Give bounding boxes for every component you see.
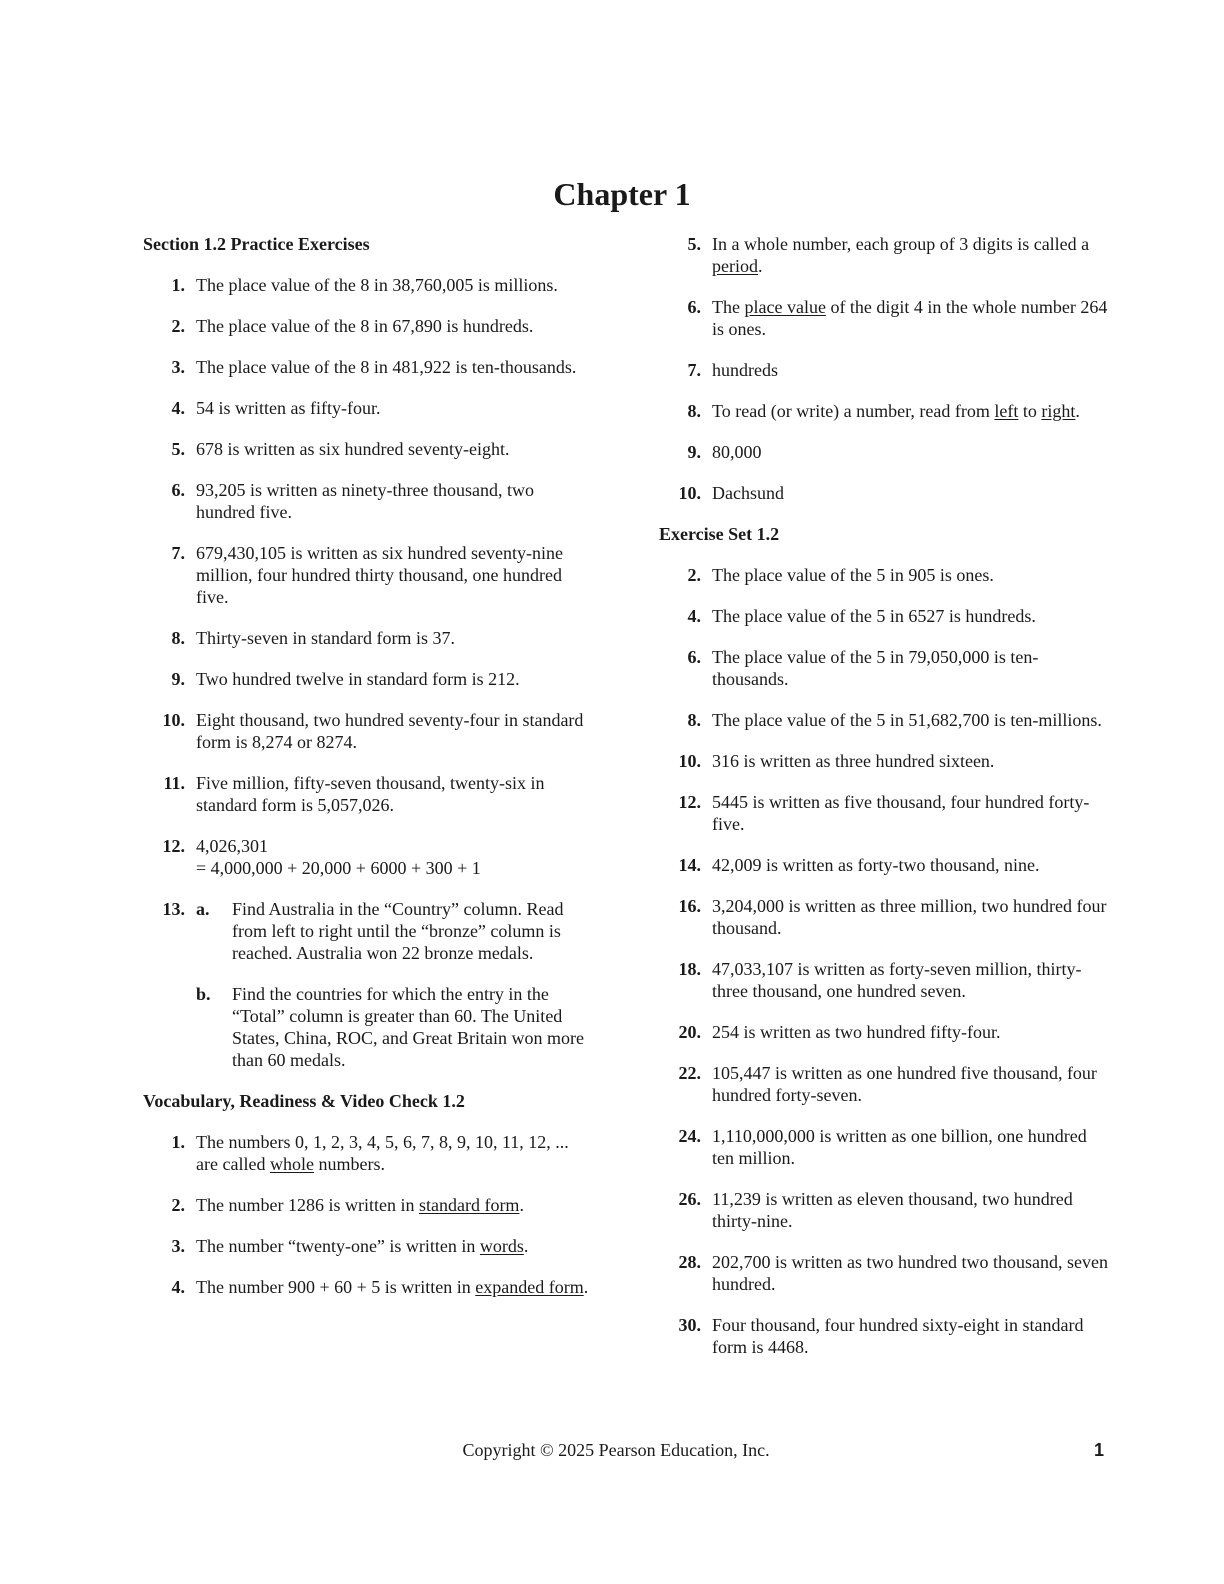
- answer-underlined: left: [994, 401, 1019, 421]
- exercise-item-18: [659, 958, 1109, 1002]
- practice-item-2: [143, 315, 593, 337]
- item-number: 2.: [687, 565, 701, 585]
- item-number: 3.: [171, 357, 185, 377]
- exercise-item-16: [659, 895, 1109, 939]
- practice-item-10: [143, 709, 593, 753]
- item-text: [712, 400, 1109, 422]
- item-text: [196, 835, 593, 879]
- vocab-item-1: [143, 1131, 593, 1175]
- item-text: Dachsund: [712, 483, 784, 503]
- page-number: 1: [1094, 1440, 1105, 1460]
- vocab-item-3: [143, 1235, 593, 1257]
- item-number: 11.: [163, 773, 185, 793]
- item-number: 10.: [162, 710, 185, 730]
- practice-item-11: [143, 772, 593, 816]
- item-number: 12.: [162, 836, 185, 856]
- item-number: 6.: [171, 480, 185, 500]
- answer-underlined: place value: [744, 297, 826, 317]
- text-part: .: [523, 1236, 529, 1256]
- practice-item-7: [143, 542, 593, 608]
- item-text: 679,430,105 is written as six hundred seventy-nine million, four hundred thirty thousand, one hundred five.: [196, 543, 563, 607]
- item-number: 4.: [171, 1277, 185, 1297]
- item-number: 10.: [678, 483, 701, 503]
- text-part: The number 1286 is written in: [196, 1195, 419, 1215]
- vocab-item-4: [143, 1276, 593, 1298]
- exercise-item-6: [659, 646, 1109, 690]
- subpart-text: Find Australia in the “Country” column. Read from left to right until the “bronze” column is reached. Australia won 22 bronze medals.: [232, 899, 564, 963]
- item-text: 254 is written as two hundred fifty-four.: [712, 1022, 1001, 1042]
- subpart-a: [196, 898, 593, 964]
- item-text: 202,700 is written as two hundred two thousand, seven hundred.: [712, 1252, 1108, 1294]
- section-heading-vocab: Vocabulary, Readiness & Video Check 1.2: [143, 1091, 465, 1111]
- item-number: 3.: [171, 1236, 185, 1256]
- answer-underlined: words: [479, 1236, 524, 1256]
- item-text: 54 is written as fifty-four.: [196, 398, 381, 418]
- practice-item-6: [143, 479, 593, 523]
- vocab-item-10: [659, 482, 1109, 504]
- exercise-item-30: [659, 1314, 1109, 1358]
- item-number: 5.: [687, 234, 701, 254]
- text-part: of the digit 4 in the whole number 264 is ones.: [712, 297, 1108, 339]
- vocab-item-6: [659, 296, 1109, 340]
- item-number: 12.: [678, 792, 701, 812]
- practice-item-13: [143, 898, 593, 1071]
- item-text: Eight thousand, two hundred seventy-four in standard form is 8,274 or 8274.: [196, 710, 584, 752]
- item-number: 22.: [678, 1063, 701, 1083]
- item-text: The place value of the 5 in 6527 is hundreds.: [712, 606, 1036, 626]
- exercise-item-2: [659, 564, 1109, 586]
- item-text: 316 is written as three hundred sixteen.: [712, 751, 995, 771]
- item-number: 5.: [171, 439, 185, 459]
- item-text: [712, 233, 1109, 277]
- expanded-line-2: = 4,000,000 + 20,000 + 6000 + 300 + 1: [196, 858, 481, 878]
- text-part: .: [583, 1277, 589, 1297]
- item-number: 28.: [678, 1252, 701, 1272]
- exercise-item-12: [659, 791, 1109, 835]
- item-number: 7.: [171, 543, 185, 563]
- exercise-item-8: [659, 709, 1109, 731]
- item-number: 4.: [687, 606, 701, 626]
- exercise-item-4: [659, 605, 1109, 627]
- item-text: The place value of the 5 in 79,050,000 is ten-thousands.: [712, 647, 1039, 689]
- answer-underlined: right: [1041, 401, 1076, 421]
- practice-item-8: [143, 627, 593, 649]
- item-text: [196, 1235, 593, 1257]
- vocab-item-9: [659, 441, 1109, 463]
- vocab-item-8: [659, 400, 1109, 422]
- expanded-line-1: 4,026,301: [196, 836, 268, 856]
- item-number: 7.: [687, 360, 701, 380]
- item-number: 9.: [687, 442, 701, 462]
- exercise-item-24: [659, 1125, 1109, 1169]
- item-number: 8.: [171, 628, 185, 648]
- item-number: 10.: [678, 751, 701, 771]
- item-number: 30.: [678, 1315, 701, 1335]
- item-number: 6.: [687, 297, 701, 317]
- item-number: 13.: [162, 899, 185, 919]
- page-title: Chapter 1: [553, 176, 691, 212]
- item-number: 6.: [687, 647, 701, 667]
- item-text: Five million, fifty-seven thousand, twenty-six in standard form is 5,057,026.: [196, 773, 545, 815]
- item-text: [196, 1276, 593, 1298]
- item-text: [196, 1194, 593, 1216]
- item-number: 26.: [678, 1189, 701, 1209]
- item-number: 1.: [171, 275, 185, 295]
- item-number: 20.: [678, 1022, 701, 1042]
- vocab-item-5: [659, 233, 1109, 277]
- item-text: The place value of the 5 in 51,682,700 is ten-millions.: [712, 710, 1102, 730]
- exercise-item-10: [659, 750, 1109, 772]
- text-part: The number 900 + 60 + 5 is written in: [196, 1277, 476, 1297]
- text-part: .: [1075, 401, 1080, 421]
- text-part: To read (or write) a number, read from: [712, 401, 995, 421]
- item-text: 42,009 is written as forty-two thousand, nine.: [712, 855, 1040, 875]
- section-heading-practice: Section 1.2 Practice Exercises: [143, 234, 370, 254]
- exercise-item-22: [659, 1062, 1109, 1106]
- item-number: 18.: [678, 959, 701, 979]
- subpart-letter: b.: [196, 984, 211, 1004]
- subpart-b: [196, 983, 593, 1071]
- item-text: 93,205 is written as ninety-three thousand, two hundred five.: [196, 480, 534, 522]
- item-number: 4.: [171, 398, 185, 418]
- item-text: hundreds: [712, 360, 778, 380]
- item-number: 1.: [171, 1132, 185, 1152]
- answer-underlined: whole: [269, 1154, 314, 1174]
- item-text: The place value of the 5 in 905 is ones.: [712, 565, 994, 585]
- exercise-item-20: [659, 1021, 1109, 1043]
- item-text: Two hundred twelve in standard form is 212.: [196, 669, 520, 689]
- item-number: 16.: [678, 896, 701, 916]
- item-number: 2.: [171, 316, 185, 336]
- item-text: 11,239 is written as eleven thousand, two hundred thirty-nine.: [712, 1189, 1073, 1231]
- item-number: 14.: [678, 855, 701, 875]
- item-text: 3,204,000 is written as three million, two hundred four thousand.: [712, 896, 1107, 938]
- vocab-item-7: [659, 359, 1109, 381]
- exercise-item-14: [659, 854, 1109, 876]
- text-part: .: [519, 1195, 524, 1215]
- item-text: 678 is written as six hundred seventy-eight.: [196, 439, 510, 459]
- right-column: [659, 233, 1109, 1377]
- text-part: The: [712, 297, 745, 317]
- item-text: 1,110,000,000 is written as one billion, one hundred ten million.: [712, 1126, 1087, 1168]
- item-number: 2.: [171, 1195, 185, 1215]
- subpart-letter: a.: [196, 899, 210, 919]
- item-text: Thirty-seven in standard form is 37.: [196, 628, 455, 648]
- item-subparts: [196, 898, 593, 1071]
- text-part: to: [1018, 401, 1042, 421]
- text-part: The number “twenty-one” is written in: [196, 1236, 480, 1256]
- item-text: The place value of the 8 in 38,760,005 is millions.: [196, 275, 558, 295]
- item-text: 47,033,107 is written as forty-seven million, thirty-three thousand, one hundred seven.: [712, 959, 1082, 1001]
- practice-item-9: [143, 668, 593, 690]
- answer-underlined: standard form: [418, 1195, 520, 1215]
- practice-item-4: [143, 397, 593, 419]
- text-part: numbers.: [313, 1154, 385, 1174]
- item-text: Four thousand, four hundred sixty-eight in standard form is 4468.: [712, 1315, 1084, 1357]
- item-text: The place value of the 8 in 67,890 is hundreds.: [196, 316, 534, 336]
- vocab-item-2: [143, 1194, 593, 1216]
- text-part: In a whole number, each group of 3 digits is called a: [712, 234, 1090, 254]
- practice-item-3: [143, 356, 593, 378]
- subpart-text: Find the countries for which the entry in the “Total” column is greater than 60. The United States, China, ROC, and Great Britain won more than 60 medals.: [232, 984, 584, 1070]
- practice-item-5: [143, 438, 593, 460]
- item-text: 80,000: [712, 442, 762, 462]
- item-text: 105,447 is written as one hundred five thousand, four hundred forty-seven.: [712, 1063, 1097, 1105]
- text-part: The numbers 0, 1, 2, 3, 4, 5, 6, 7, 8, 9, 10, 11, 12, ... are called: [196, 1132, 569, 1174]
- item-number: 8.: [687, 401, 701, 421]
- item-text: [712, 296, 1109, 340]
- practice-item-12: [143, 835, 593, 879]
- practice-item-1: [143, 274, 593, 296]
- item-text: [196, 1131, 593, 1175]
- text-part: .: [757, 256, 763, 276]
- copyright-footer: Copyright © 2025 Pearson Education, Inc.: [462, 1440, 770, 1460]
- section-heading-exercise: Exercise Set 1.2: [659, 524, 780, 544]
- item-text: The place value of the 8 in 481,922 is ten-thousands.: [196, 357, 577, 377]
- item-number: 8.: [687, 710, 701, 730]
- item-text: 5445 is written as five thousand, four hundred forty-five.: [712, 792, 1090, 834]
- left-column: [143, 233, 593, 1317]
- answer-underlined: expanded form: [475, 1277, 584, 1297]
- item-number: 9.: [171, 669, 185, 689]
- item-number: 24.: [678, 1126, 701, 1146]
- exercise-item-26: [659, 1188, 1109, 1232]
- exercise-item-28: [659, 1251, 1109, 1295]
- answer-underlined: period: [712, 256, 758, 276]
